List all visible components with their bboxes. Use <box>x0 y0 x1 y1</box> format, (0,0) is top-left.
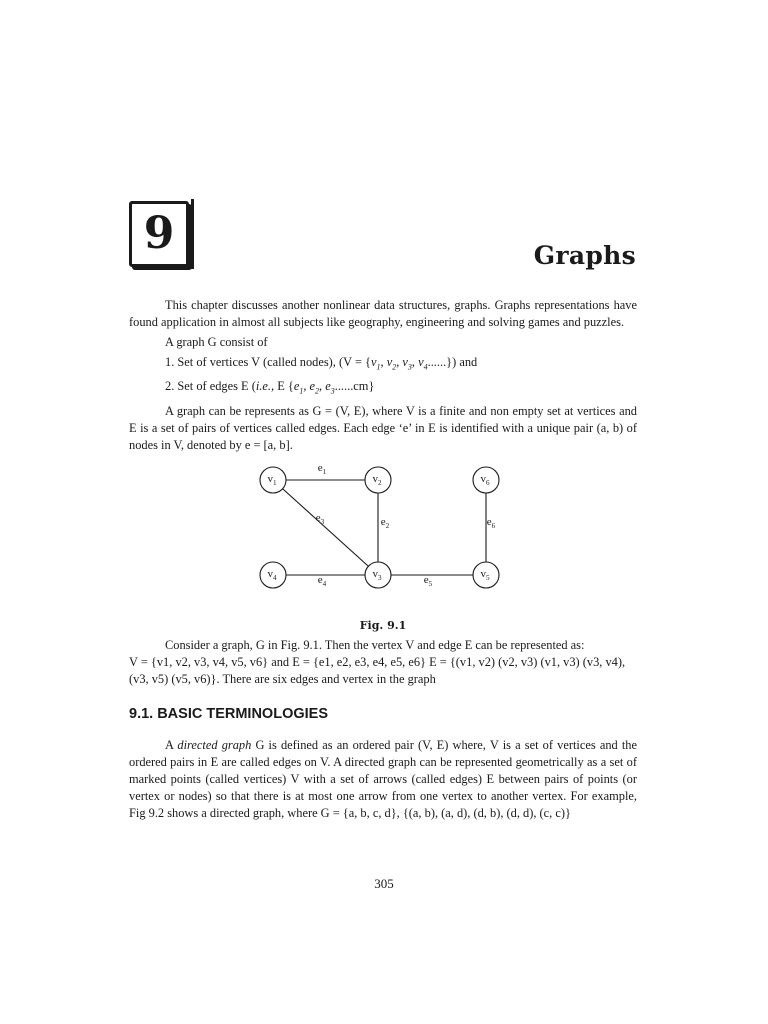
node-label-v5: $v_5$ <box>480 568 490 582</box>
directed-pre: A <box>165 738 178 752</box>
item2-e1-sub: 1 <box>299 386 304 396</box>
directed-graph-text <box>129 737 637 822</box>
node-label-v4: $v_4$ <box>267 568 277 582</box>
item2-mid: E { <box>274 379 294 394</box>
edge-e3 <box>283 489 369 567</box>
item2-e3-sub: 3 <box>330 386 335 396</box>
item1-v4-letter: v <box>418 355 424 369</box>
edge-label-e2: $e_2$ <box>380 516 390 530</box>
figure-caption: Fig. 9.1 <box>359 619 407 632</box>
consider-line-2: V = {v1, v2, v3, v4, v5, v6} and E = {e1, e2, e3, e4, e5, e6} E = {(v1, v2) (v2, v3) (v1, v3) (v3, v4), <box>129 655 626 669</box>
page-number: 305 <box>374 876 394 891</box>
chapter-title: Graphs <box>533 241 636 270</box>
item1-v2-letter: v <box>386 355 393 369</box>
item2-e2-letter: e <box>309 379 316 394</box>
intro-paragraph-1: This chapter discusses another nonlinear data structures, graphs. Graphs representations have found application in almost all subjects like geography, engineering and solving games and puzzles. <box>129 298 637 329</box>
consider-line-3: (v3, v5) (v5, v6)}. There are six edges and vertex in the graph <box>129 672 436 686</box>
edge-label-e3: $e_3$ <box>315 512 325 526</box>
edge-label-e5: $e_5$ <box>423 574 433 588</box>
node-label-v1: $v_1$ <box>267 473 277 487</box>
graph-nodes <box>260 467 499 588</box>
item1-post: ......}) and <box>427 355 478 369</box>
item1-v1-sub: 1 <box>376 362 381 372</box>
edge-label-e1: $e_1$ <box>317 462 327 476</box>
item1-v3-letter: v <box>402 355 408 369</box>
directed-post: G is defined as an ordered pair (V, E) where, V is a set of vertices and the ordered pairs in E are called edges on V. A directed graph can be represented geometrically as a set of marked points (called vertices) V with a set of arrows (called edges) E between pairs of points (or vertex or nodes) so that there is at most one arrow from one vertex to another vertex. For example, Fig 9.2 shows a directed graph, where G = {a, b, c, d}, {(a, b), (a, d), (d, b), (d, d), (c, c)} <box>129 738 637 820</box>
intro-paragraph-3: A graph can be represents as G = (V, E), where V is a finite and non empty set at vertices and E is a set of pairs of vertices called edges. Each edge ‘e’ in E is identified with a unique pair (a, b) of nodes in V, denoted by e = [a, b]. <box>129 403 637 452</box>
edge-label-e6: $e_6$ <box>486 516 496 530</box>
directed-term: directed graph <box>177 738 252 752</box>
chapter-number: 9 <box>143 208 175 259</box>
edges-list-item: 2. Set of edges E (i.e., E {$e_1$, $e_2$, $e_3......cm$} <box>165 379 375 396</box>
item2-pre: 2. Set of edges E ( <box>165 379 256 394</box>
node-label-v2: $v_2$ <box>372 473 382 487</box>
node-label-v6: $v_6$ <box>480 473 490 487</box>
item1-v4-sub: 4 <box>423 362 428 372</box>
consider-line-1: Consider a graph, G in Fig. 9.1. Then the vertex V and edge E can be represented as: <box>165 638 585 652</box>
item2-post: ......cm} <box>334 379 375 394</box>
item1-v3-sub: 3 <box>407 362 412 372</box>
item1-pre: 1. Set of vertices V (called nodes), (V = { <box>165 355 371 369</box>
section-heading: 9.1. BASIC TERMINOLOGIES <box>129 706 328 722</box>
item2-e1-letter: e <box>293 379 300 394</box>
item2-ie: i.e., <box>255 379 275 394</box>
directed-paragraph <box>129 737 637 822</box>
edge-label-e4: $e_4$ <box>317 574 327 588</box>
intro-paragraph-2: A graph G consist of <box>165 335 268 349</box>
item1-v2-sub: 2 <box>392 362 397 372</box>
item2-e3-letter: e <box>325 379 331 394</box>
consider-text <box>129 637 637 688</box>
node-label-v3: $v_3$ <box>372 568 382 582</box>
vertices-list-item: 1. Set of vertices V (called nodes), ($V = \{v_1$, $v_2$, $v_3$, $v_4$......}) and <box>165 355 478 372</box>
item1-v1-letter: v <box>370 355 377 369</box>
item2-e2-sub: 2 <box>315 386 320 396</box>
